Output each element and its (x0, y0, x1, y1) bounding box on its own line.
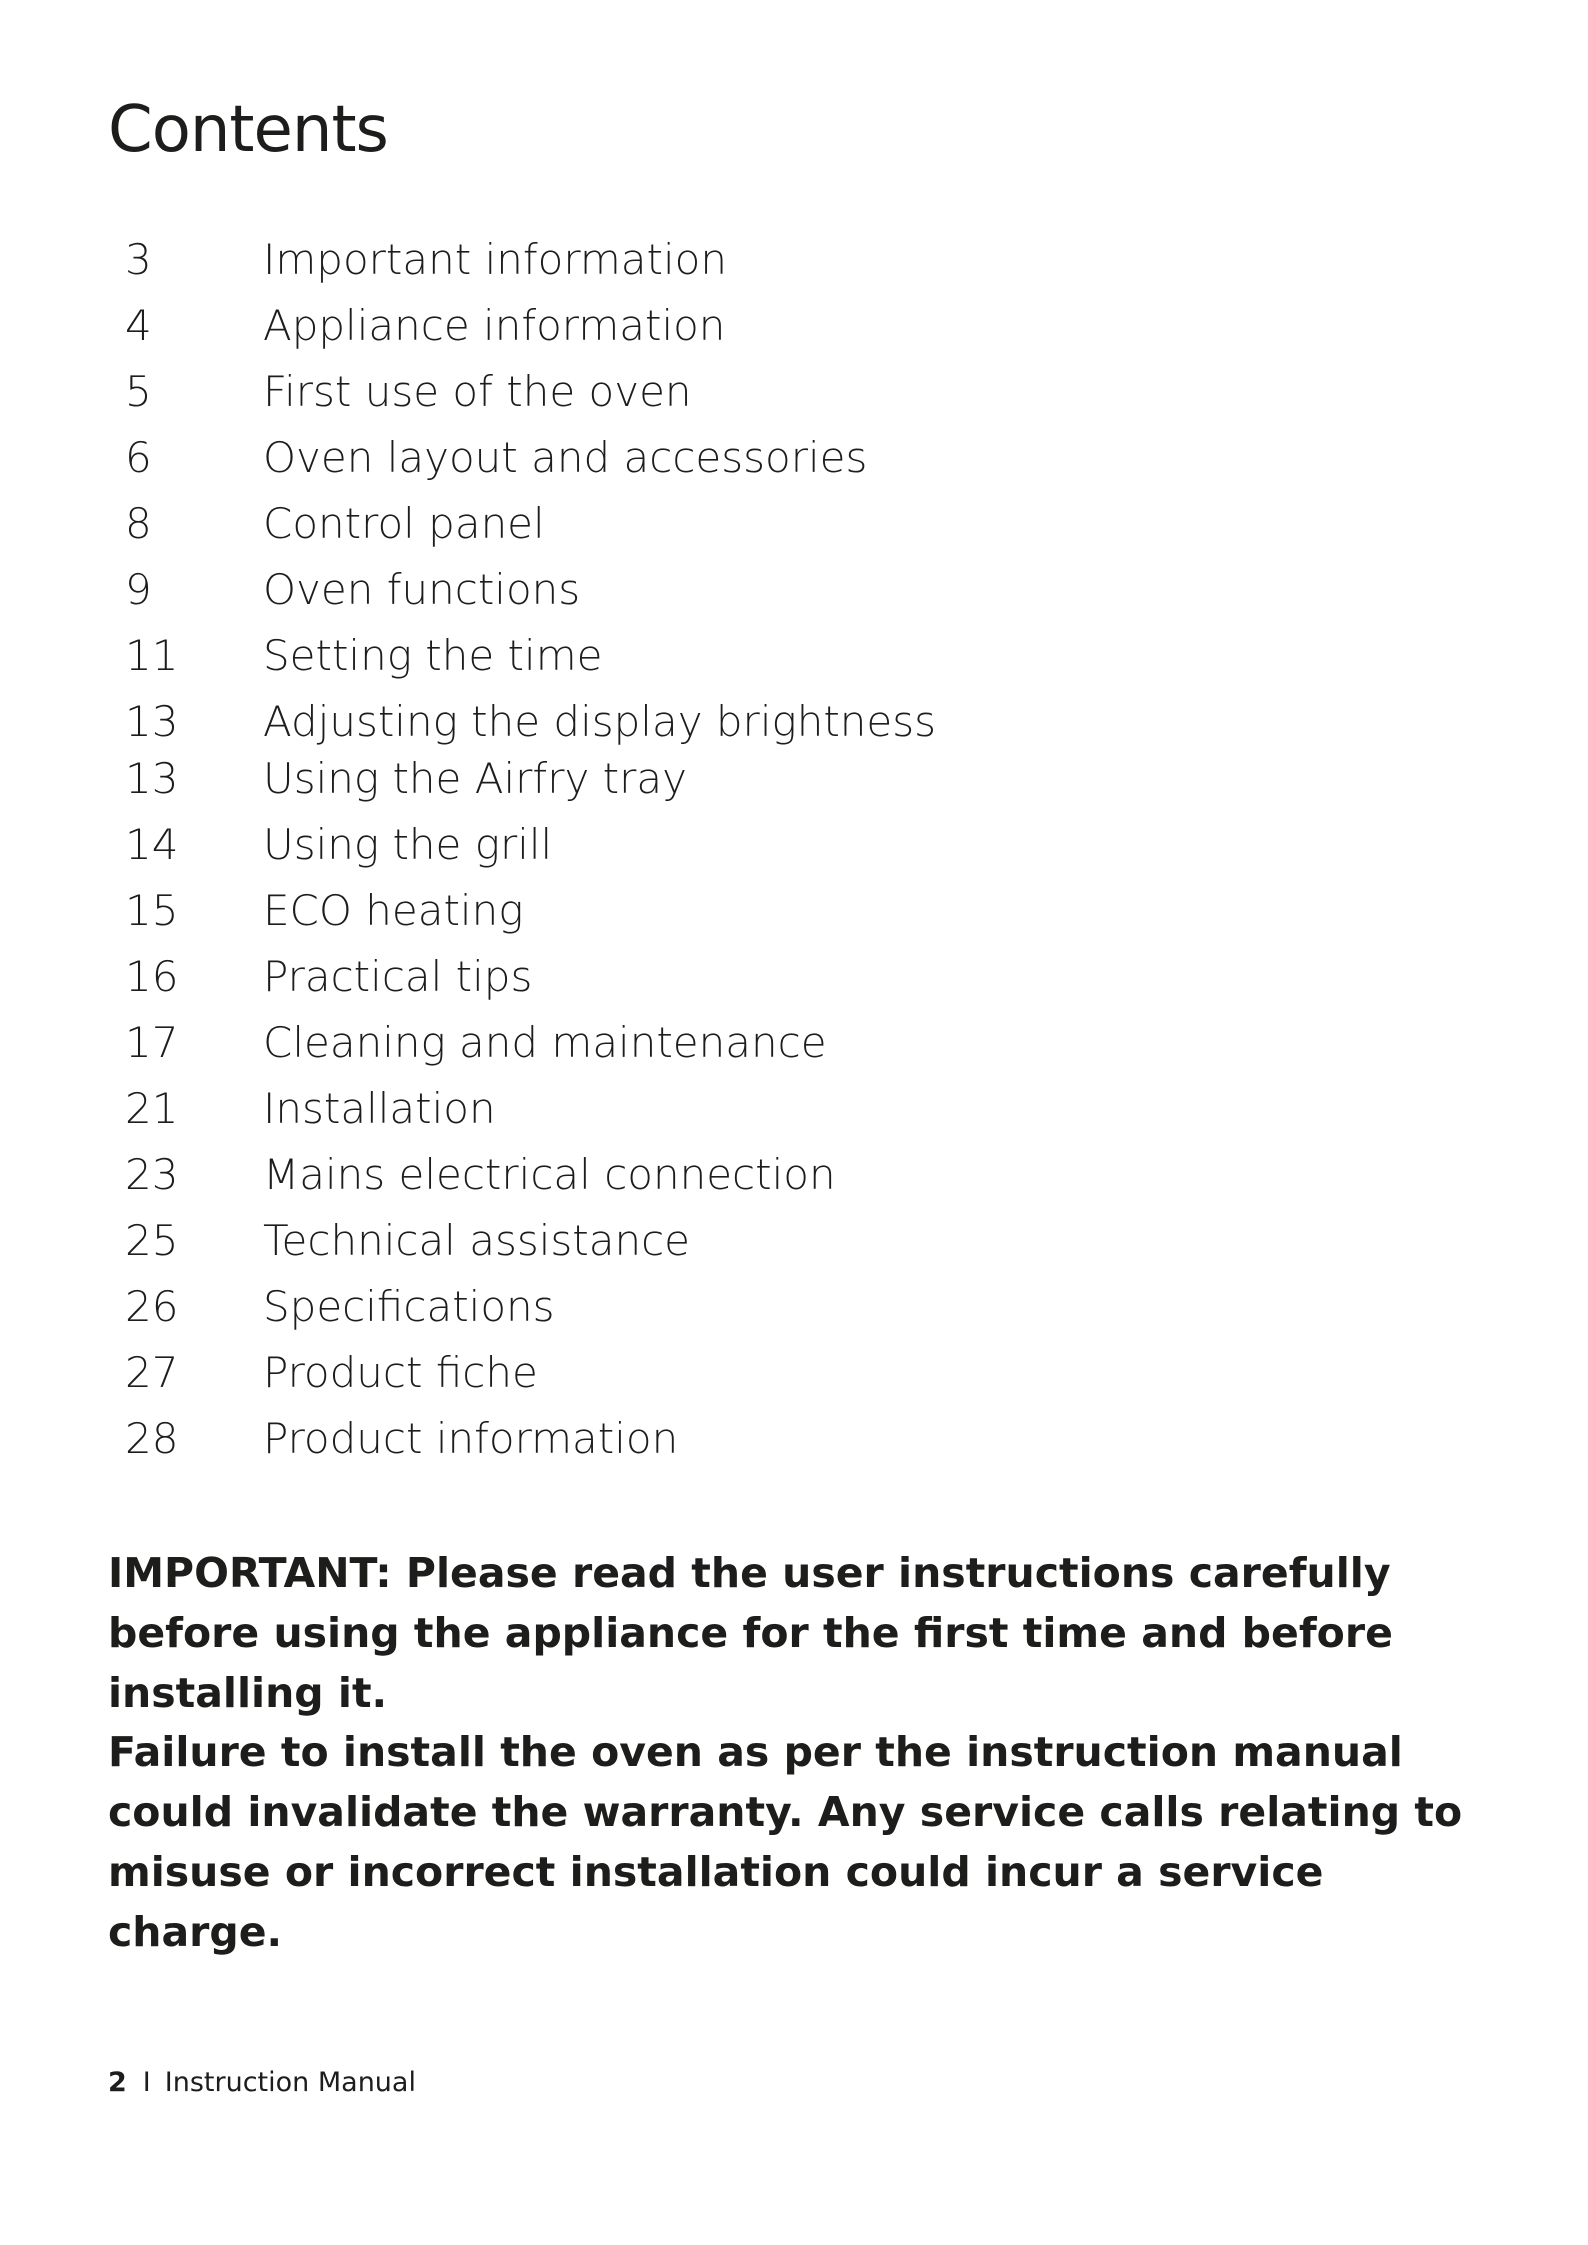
toc-page-number: 4 (125, 301, 152, 350)
toc-entry-label: Installation (263, 1084, 496, 1133)
toc-page-number: 13 (125, 754, 179, 803)
toc-entry-label: Practical tips (263, 952, 533, 1001)
toc-page-number: 6 (125, 433, 152, 482)
page-title: Contents (108, 93, 388, 167)
toc-page-number: 28 (125, 1414, 179, 1463)
toc-entry (0, 232, 1588, 288)
toc-entry (0, 1345, 1588, 1401)
toc-entry-label: Technical assistance (263, 1216, 691, 1265)
toc-page-number: 11 (125, 631, 179, 680)
toc-page-number: 14 (125, 820, 179, 869)
footer-separator: I (142, 2067, 151, 2098)
toc-entry-label: Appliance information (263, 301, 726, 350)
toc-entry-label: First use of the oven (263, 367, 692, 416)
toc-page-number: 23 (125, 1150, 179, 1199)
toc-entry (0, 430, 1588, 486)
toc-page-number: 3 (125, 235, 152, 284)
toc-entry-label: Mains electrical connection (263, 1150, 836, 1199)
footer-document-name: Instruction Manual (164, 2067, 416, 2098)
toc-page-number: 21 (125, 1084, 179, 1133)
toc-page-number: 9 (125, 565, 152, 614)
toc-entry-label: Oven layout and accessories (263, 433, 868, 482)
toc-page-number: 13 (125, 697, 179, 746)
toc-entry-label: Specifications (263, 1282, 555, 1331)
toc-page-number: 8 (125, 499, 152, 548)
toc-entry (0, 751, 1588, 807)
toc-entry (0, 298, 1588, 354)
toc-page-number: 25 (125, 1216, 179, 1265)
toc-entry-label: Oven functions (263, 565, 581, 614)
toc-entry (0, 496, 1588, 552)
toc-entry-label: Cleaning and maintenance (263, 1018, 827, 1067)
toc-entry-label: Product fiche (263, 1348, 538, 1397)
toc-page-number: 27 (125, 1348, 179, 1397)
toc-entry-label: Product information (263, 1414, 679, 1463)
important-notice: IMPORTANT: Please read the user instructions carefully before using the appliance for the first time and before installing it. (108, 1549, 1393, 1717)
toc-entry-label: Using the grill (263, 820, 553, 869)
page-footer (108, 2066, 416, 2100)
toc-page-number: 16 (125, 952, 179, 1001)
toc-page-number: 5 (125, 367, 152, 416)
toc-page-number: 26 (125, 1282, 179, 1331)
toc-entry (0, 1015, 1588, 1071)
toc-entry-label: ECO heating (263, 886, 524, 935)
toc-entry-label: Adjusting the display brightness (263, 697, 937, 746)
toc-page-number: 17 (125, 1018, 179, 1067)
toc-entry-label: Setting the time (263, 631, 603, 680)
toc-entry-label: Control panel (263, 499, 545, 548)
toc-entry (0, 694, 1588, 750)
toc-entry (0, 1279, 1588, 1335)
toc-entry (0, 1411, 1588, 1467)
toc-entry (0, 883, 1588, 939)
toc-entry (0, 562, 1588, 618)
toc-entry (0, 628, 1588, 684)
toc-entry (0, 817, 1588, 873)
toc-entry (0, 1213, 1588, 1269)
toc-entry (0, 364, 1588, 420)
toc-entry (0, 949, 1588, 1005)
footer-page-number: 2 (108, 2067, 127, 2098)
toc-entry-label: Important information (263, 235, 727, 284)
toc-entry-label: Using the Airfry tray (263, 754, 687, 803)
toc-page-number: 15 (125, 886, 179, 935)
toc-entry (0, 1147, 1588, 1203)
toc-entry (0, 1081, 1588, 1137)
warranty-notice: Failure to install the oven as per the instruction manual could invalidate the warranty. Any service calls relating to misuse or incorrect installation could incur a service charge. (108, 1728, 1463, 1956)
